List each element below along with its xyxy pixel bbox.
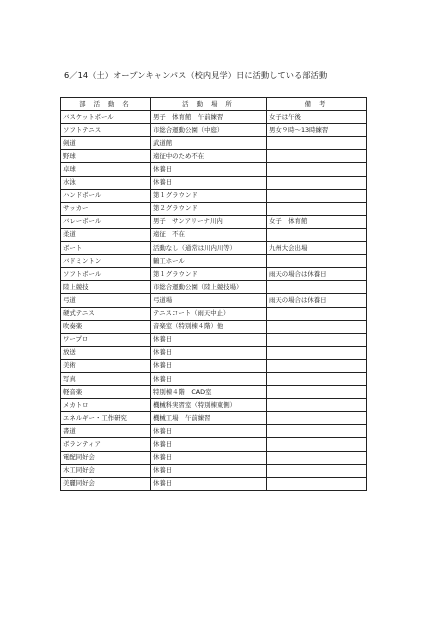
club-name-cell: 木工同好会 xyxy=(61,464,151,477)
table-row xyxy=(61,202,367,215)
table-row xyxy=(61,294,367,307)
note-cell xyxy=(267,346,367,359)
activity-place-cell: 休養日 xyxy=(151,333,267,346)
activity-place-cell: 休養日 xyxy=(151,464,267,477)
club-name-cell: 放送 xyxy=(61,346,151,359)
activity-place-cell: 休養日 xyxy=(151,425,267,438)
activity-place-cell: 男子 サンアリーナ川内 xyxy=(151,215,267,228)
club-name-cell: 弓道 xyxy=(61,294,151,307)
activity-place-cell: 機械工場 午前練習 xyxy=(151,412,267,425)
activity-place-cell: 特別棟４階 CAD室 xyxy=(151,386,267,399)
club-name-cell: 電配同好会 xyxy=(61,451,151,464)
club-name-cell: ソフトテニス xyxy=(61,124,151,137)
table-body xyxy=(61,111,367,491)
table-row xyxy=(61,346,367,359)
table-row xyxy=(61,438,367,451)
club-name-cell: ボート xyxy=(61,242,151,255)
activity-place-cell: 休養日 xyxy=(151,346,267,359)
table-row xyxy=(61,386,367,399)
note-cell: 女子 体育館 xyxy=(267,215,367,228)
table-row xyxy=(61,189,367,202)
table-row xyxy=(61,333,367,346)
note-cell: 雨天の場合は休養日 xyxy=(267,268,367,281)
note-cell xyxy=(267,333,367,346)
activity-place-cell: 武道館 xyxy=(151,137,267,150)
table-row xyxy=(61,451,367,464)
note-cell xyxy=(267,163,367,176)
activity-place-cell: 機械科実習室（特別棟東側） xyxy=(151,399,267,412)
club-name-cell: バドミントン xyxy=(61,255,151,268)
activity-place-cell: 男子 体育館 午前練習 xyxy=(151,111,267,124)
activity-place-cell: 休養日 xyxy=(151,372,267,385)
table-row xyxy=(61,464,367,477)
table-row xyxy=(61,477,367,490)
note-cell xyxy=(267,189,367,202)
club-name-cell: 水泳 xyxy=(61,176,151,189)
activity-place-cell: 休養日 xyxy=(151,163,267,176)
activity-place-cell: 第１グラウンド xyxy=(151,268,267,281)
table-row xyxy=(61,399,367,412)
note-cell xyxy=(267,137,367,150)
activity-place-cell: 活動なし（通常は川内川等） xyxy=(151,242,267,255)
header-note: 備 考 xyxy=(267,98,367,111)
club-name-cell: 卓球 xyxy=(61,163,151,176)
note-cell: 雨天の場合は休養日 xyxy=(267,294,367,307)
note-cell: 女子は午後 xyxy=(267,111,367,124)
activity-place-cell: 休養日 xyxy=(151,176,267,189)
activity-place-cell: 市総合運動公園（陸上競技場） xyxy=(151,281,267,294)
table-row xyxy=(61,163,367,176)
note-cell: 九州大会出場 xyxy=(267,242,367,255)
table-row xyxy=(61,281,367,294)
header-place: 活 動 場 所 xyxy=(151,98,267,111)
club-name-cell: ソフトボール xyxy=(61,268,151,281)
table-row xyxy=(61,268,367,281)
table-row xyxy=(61,242,367,255)
activity-place-cell: テニスコート（雨天中止） xyxy=(151,307,267,320)
table-row xyxy=(61,124,367,137)
activity-place-cell: 第２グラウンド xyxy=(151,202,267,215)
note-cell xyxy=(267,438,367,451)
note-cell: 男女９時～13時練習 xyxy=(267,124,367,137)
activity-place-cell: 遠征 不在 xyxy=(151,228,267,241)
table-row xyxy=(61,228,367,241)
header-club: 部 活 動 名 xyxy=(61,98,151,111)
club-name-cell: メカトロ xyxy=(61,399,151,412)
note-cell xyxy=(267,386,367,399)
activity-place-cell: 休養日 xyxy=(151,451,267,464)
club-name-cell: 柔道 xyxy=(61,228,151,241)
table-header-row xyxy=(61,98,367,111)
note-cell xyxy=(267,320,367,333)
club-name-cell: サッカー xyxy=(61,202,151,215)
activity-place-cell: 休養日 xyxy=(151,359,267,372)
table-row xyxy=(61,215,367,228)
club-name-cell: バレーボール xyxy=(61,215,151,228)
club-name-cell: ボランティア xyxy=(61,438,151,451)
note-cell xyxy=(267,412,367,425)
club-activity-table xyxy=(60,97,367,491)
table-row xyxy=(61,137,367,150)
activity-place-cell: 市総合運動公園（中庭） xyxy=(151,124,267,137)
club-name-cell: 野球 xyxy=(61,150,151,163)
activity-place-cell: 第１グラウンド xyxy=(151,189,267,202)
activity-place-cell: 休養日 xyxy=(151,438,267,451)
note-cell xyxy=(267,464,367,477)
table-row xyxy=(61,320,367,333)
club-name-cell: ワープロ xyxy=(61,333,151,346)
page-title: 6／14（土）オープンキャンパス（校内見学）日に活動している部活動 xyxy=(64,70,328,80)
table-row xyxy=(61,150,367,163)
table-row xyxy=(61,176,367,189)
table-row xyxy=(61,359,367,372)
note-cell xyxy=(267,228,367,241)
table-row xyxy=(61,425,367,438)
note-cell xyxy=(267,281,367,294)
activity-place-cell: 弓道場 xyxy=(151,294,267,307)
club-name-cell: 陸上競技 xyxy=(61,281,151,294)
table-row xyxy=(61,255,367,268)
table-row xyxy=(61,372,367,385)
club-name-cell: 剣道 xyxy=(61,137,151,150)
note-cell xyxy=(267,425,367,438)
table-row xyxy=(61,412,367,425)
activity-place-cell: 音楽室（特別棟４階）他 xyxy=(151,320,267,333)
note-cell xyxy=(267,307,367,320)
note-cell xyxy=(267,399,367,412)
club-name-cell: バスケットボール xyxy=(61,111,151,124)
note-cell xyxy=(267,359,367,372)
note-cell xyxy=(267,176,367,189)
activity-place-cell: 遠征中のため不在 xyxy=(151,150,267,163)
club-name-cell: 写真 xyxy=(61,372,151,385)
note-cell xyxy=(267,202,367,215)
activity-place-cell: 休養日 xyxy=(151,477,267,490)
table-row xyxy=(61,307,367,320)
club-name-cell: 美麗同好会 xyxy=(61,477,151,490)
note-cell xyxy=(267,255,367,268)
note-cell xyxy=(267,451,367,464)
club-name-cell: 軽音楽 xyxy=(61,386,151,399)
club-name-cell: 硬式テニス xyxy=(61,307,151,320)
club-name-cell: 美術 xyxy=(61,359,151,372)
note-cell xyxy=(267,477,367,490)
note-cell xyxy=(267,372,367,385)
table-row xyxy=(61,111,367,124)
club-name-cell: 書道 xyxy=(61,425,151,438)
club-name-cell: エネルギー・工作研究 xyxy=(61,412,151,425)
activity-place-cell: 鶴工ホール xyxy=(151,255,267,268)
club-name-cell: ハンドボール xyxy=(61,189,151,202)
note-cell xyxy=(267,150,367,163)
club-name-cell: 吹奏楽 xyxy=(61,320,151,333)
